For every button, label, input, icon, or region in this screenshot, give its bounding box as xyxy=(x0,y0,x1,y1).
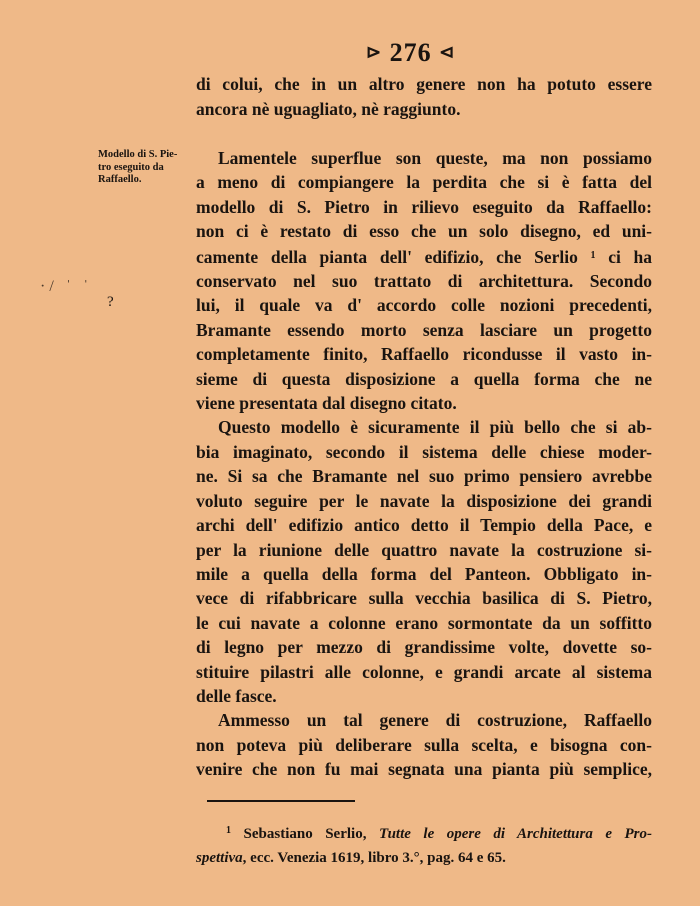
stray-ink-marks: ·/ ˈ ˈ xyxy=(40,278,93,295)
text-line: di colui, che in un altro genere non ha potuto essere xyxy=(196,74,652,94)
text-line: non ci è restato di esso che un solo disegno, ed uni- xyxy=(196,221,652,242)
text-line: ancora nè uguagliato, nè raggiunto. xyxy=(196,98,461,119)
page-number-value: 276 xyxy=(389,38,432,67)
footnote-author: Sebastiano Serlio, xyxy=(243,826,367,842)
footnote-marker: 1 xyxy=(226,825,231,836)
margin-note-line: Modello di S. Pie- xyxy=(98,149,178,160)
text-line: vece di rifabbricare sulla vecchia basilica di S. Pietro, xyxy=(196,588,652,609)
footnote xyxy=(196,819,652,870)
text-line: stituire pilastri alle colonne, e grandi arcate al sistema xyxy=(196,661,652,682)
text-line: archi dell' edifizio antico detto il Tempio della Pace, e xyxy=(196,515,652,536)
ornament-right-icon: ⊲ xyxy=(439,42,456,62)
margin-note xyxy=(98,149,198,187)
paragraph xyxy=(196,146,652,415)
footnote-line xyxy=(196,819,652,846)
text-line: mile a quella della forma del Panteon. Obbligato in- xyxy=(196,563,652,584)
text-line: Ammesso un tal genere di costruzione, Raffaello xyxy=(218,710,652,731)
text-line: voluto seguire per le navate la disposizione dei grandi xyxy=(196,490,652,511)
page-number xyxy=(366,38,455,68)
text-line: completamente finito, Raffaello ricondusse il vasto in- xyxy=(196,344,652,365)
text-line: modello di S. Pietro in rilievo eseguito da Raffaello: xyxy=(196,196,652,217)
footnote-title: Tutte le opere di Architettura e Pro- xyxy=(378,826,653,842)
footnote-title-cont: spettiva xyxy=(196,850,243,866)
ornament-left-icon: ⊳ xyxy=(366,42,383,62)
text-line: conservato nel suo trattato di architettura. Secondo xyxy=(196,271,652,292)
text-segment: ci ha xyxy=(608,246,652,267)
text-line: Bramante essendo morto senza lasciare un progetto xyxy=(196,319,652,340)
text-line: delle fasce. xyxy=(196,685,277,706)
margin-note-line: tro eseguito da xyxy=(98,161,164,173)
text-line: sieme di questa disposizione a quella forma che ne xyxy=(196,368,652,389)
footnote-line xyxy=(196,846,652,870)
paragraph xyxy=(196,415,652,708)
margin-note-line: Raffaello. xyxy=(98,174,142,185)
text-line: venire che non fu mai segnata una pianta più semplice, xyxy=(196,759,652,780)
text-line: ne. Si sa che Bramante nel suo primo pensiero avrebbe xyxy=(196,466,652,487)
text-line-with-ref xyxy=(196,244,652,269)
text-line: lui, il quale va d' accordo colle nozioni precedenti, xyxy=(196,295,652,316)
text-line: di legno per mezzo di grandissime volte, dovette so- xyxy=(196,637,652,658)
text-line: bia imaginato, secondo il sistema delle chiese moder- xyxy=(196,441,652,462)
footnote-ref-marker: 1 xyxy=(590,249,596,261)
body-text xyxy=(196,146,652,782)
text-line: a meno di compiangere la perdita che si è fatta del xyxy=(196,172,652,193)
paragraph xyxy=(196,708,652,781)
stray-ink-mark: ? xyxy=(107,294,114,310)
text-segment: camente della pianta dell' edifizio, che Serlio xyxy=(196,246,578,267)
text-line: viene presentata dal disegno citato. xyxy=(196,393,457,414)
text-line: Lamentele superflue son queste, ma non possiamo xyxy=(218,148,652,168)
text-line: Questo modello è sicuramente il più bello che si ab- xyxy=(218,417,652,438)
footnote-citation: , ecc. Venezia 1619, libro 3.°, pag. 64 e 65. xyxy=(242,850,506,866)
continuation-text xyxy=(196,72,652,121)
text-line: non poteva più deliberare sulla scelta, e bisogna con- xyxy=(196,734,652,755)
text-line: per la riunione delle quattro navate la costruzione si- xyxy=(196,539,652,560)
text-line: le cui navate a colonne erano sormontate da un soffitto xyxy=(196,612,652,633)
footnote-divider xyxy=(207,800,355,802)
